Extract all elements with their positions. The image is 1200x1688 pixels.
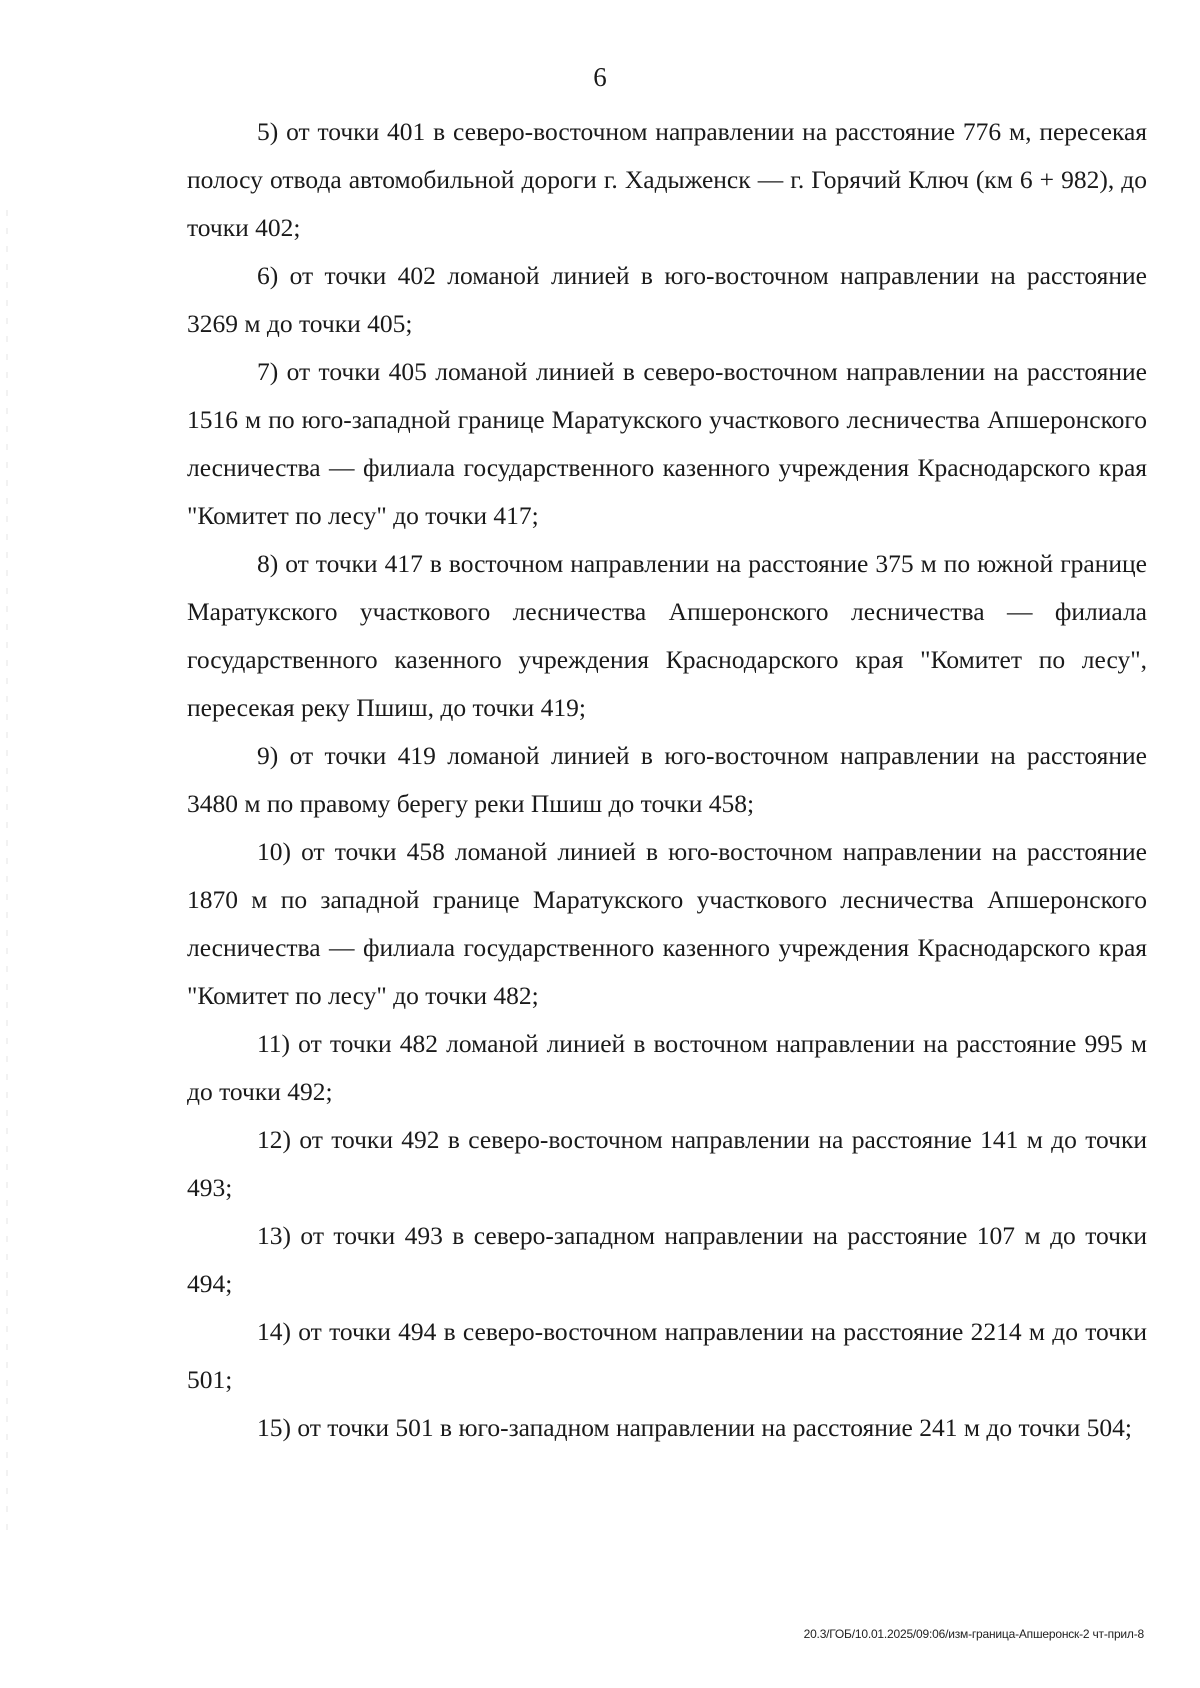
paragraph-5: 5) от точки 401 в северо-восточном направлении на расстояние 776 м, пересекая полосу отвода автомобильной дороги г. Хадыженск — г. Горячий Ключ (км 6 + 982), до точки 402; [187, 117, 1147, 242]
page-number: 6 [593, 62, 607, 92]
scan-margin-marks [6, 210, 8, 1530]
document-footer-code: 20.3/ГОБ/10.01.2025/09:06/изм-граница-Апшеронск-2 чт-прил-8 [803, 1627, 1144, 1641]
paragraph-15: 15) от точки 501 в юго-западном направлении на расстояние 241 м до точки 504; [257, 1413, 1132, 1442]
paragraph-8: 8) от точки 417 в восточном направлении на расстояние 375 м по южной границе Маратукского участкового лесничества Апшеронского лесничества — филиала государственного казенного учреждения Краснодарского края "Комитет по лесу", пересекая реку Пшиш, до точки 419; [187, 549, 1147, 722]
paragraph-9: 9) от точки 419 ломаной линией в юго-восточном направлении на расстояние 3480 м по правому берегу реки Пшиш до точки 458; [187, 741, 1147, 818]
paragraph-11: 11) от точки 482 ломаной линией в восточном направлении на расстояние 995 м до точки 492; [187, 1029, 1147, 1106]
paragraph-12: 12) от точки 492 в северо-восточном направлении на расстояние 141 м до точки 493; [187, 1125, 1147, 1202]
paragraph-14: 14) от точки 494 в северо-восточном направлении на расстояние 2214 м до точки 501; [187, 1317, 1147, 1394]
paragraph-6: 6) от точки 402 ломаной линией в юго-восточном направлении на расстояние 3269 м до точки 405; [187, 261, 1147, 338]
paragraph-7: 7) от точки 405 ломаной линией в северо-восточном направлении на расстояние 1516 м по юго-западной границе Маратукского участкового лесничества Апшеронского лесничества — филиала государственного казенного учреждения Краснодарского края "Комитет по лесу" до точки 417; [187, 357, 1147, 530]
paragraph-13: 13) от точки 493 в северо-западном направлении на расстояние 107 м до точки 494; [187, 1221, 1147, 1298]
paragraph-10: 10) от точки 458 ломаной линией в юго-восточном направлении на расстояние 1870 м по западной границе Маратукского участкового лесничества Апшеронского лесничества — филиала государственного казенного учреждения Краснодарского края "Комитет по лесу" до точки 482; [187, 837, 1147, 1010]
document-body [187, 108, 1147, 1452]
